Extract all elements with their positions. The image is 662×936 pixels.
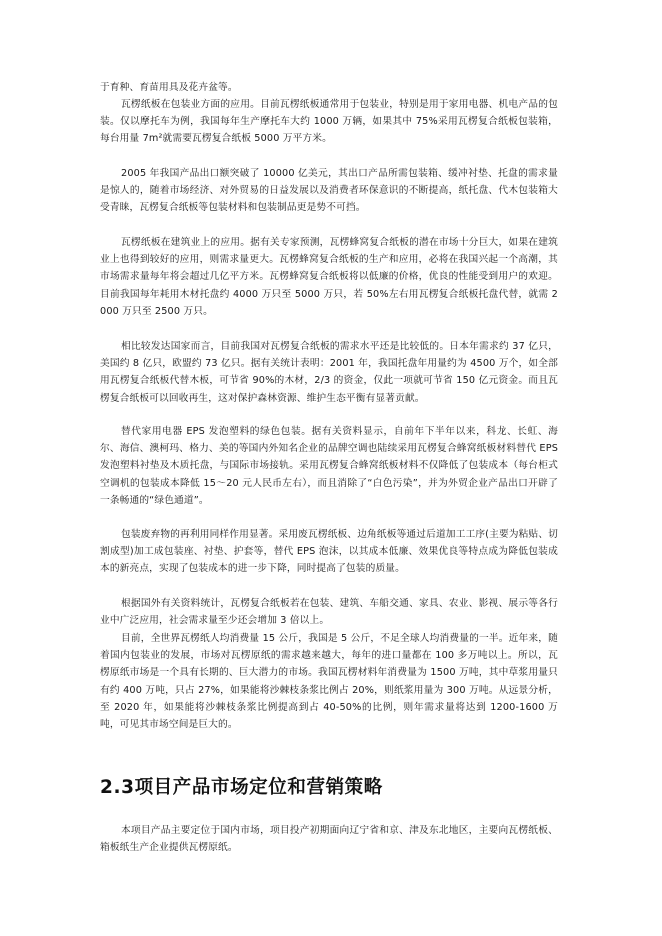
paragraph-10: 本项目产品主要定位于国内市场，项目投产初期面向辽宁省和京、津及东北地区，主要向瓦楞纸板、箱板纸生产企业提供瓦楞原纸。	[100, 825, 558, 854]
paragraph-2: 瓦楞纸板在包装业方面的应用。目前瓦楞纸板通常用于包装业，特别是用于家用电器、机电产品的包装。仅以摩托车为例，我国每年生产摩托车大约 1000 万辆，如果其中 75%采用瓦楞复合纸板包装箱，每台用量 7m²就需要瓦楞复合纸板 5000 万平方米。	[100, 99, 558, 145]
paragraph-8: 根据国外有关资料统计，瓦楞复合纸板若在包装、建筑、车船交通、家具、农业、影视、展示等各行业中广泛应用，社会需求量至少还会增加 3 倍以上。	[100, 598, 558, 627]
paragraph-3: 2005 年我国产品出口额突破了 10000 亿美元，其出口产品所需包装箱、缓冲衬垫、托盘的需求量是惊人的，随着市场经济、对外贸易的日益发展以及消费者环保意识的不断提高，纸托盘、代木包装箱大受青睐，瓦楞复合纸板等包装材料和包装制品更是势不可挡。	[100, 168, 558, 214]
paragraph-7: 包装废弃物的再利用同样作用显著。采用废瓦楞纸板、边角纸板等通过后道加工工序(主要为粘贴、切割成型)加工成包装座、衬垫、护套等，替代 EPS 泡沫，以其成本低廉、效果优良等特点成为降低包装成本的新亮点，实现了包装成本的进一步下降，同时提高了包装的质量。	[100, 529, 558, 575]
paragraph-5: 相比较发达国家而言，目前我国对瓦楞复合纸板的需求水平还是比较低的。日本年需求约 37 亿只，美国约 8 亿只，欧盟约 73 亿只。据有关统计表明：2001 年，我国托盘年用量约为 4500 万个，如全部用瓦楞复合纸板代替木板，可节省 90%的木材，2/3 的资金，仅此一项就可节省 150 亿元资金。而且瓦楞复合纸板可以回收再生，这对保护森林资源、维护生态平衡有显著贡献。	[100, 341, 558, 404]
paragraph-6: 替代家用电器 EPS 发泡塑料的绿色包装。据有关资料显示，自前年下半年以来，科龙、长虹、海尔、海信、澳柯玛、格力、美的等国内外知名企业的品牌空调也陆续采用瓦楞复合蜂窝纸板材料替代 EPS 发泡塑料衬垫及木质托盘，与国际市场接轨。采用瓦楞复合蜂窝纸板材料不仅降低了包装成本（每台柜式空调机的包装成本降低 15～20 元人民币左右），而且消除了“白色污染”，并为外贸企业产品出口开辟了一条畅通的“绿色通道”。	[100, 426, 558, 506]
paragraph-1: 于育种、育苗用具及花卉盆等。	[100, 82, 238, 93]
section-heading: 2.3项目产品市场定位和营销策略	[100, 777, 383, 798]
paragraph-4: 瓦楞纸板在建筑业上的应用。据有关专家预测，瓦楞蜂窝复合纸板的潜在市场十分巨大，如果在建筑业上也得到较好的应用，则需求量更大。瓦楞蜂窝复合纸板的生产和应用，必将在我国兴起一个高潮，其市场需求量每年将会超过几亿平方米。瓦楞蜂窝复合纸板将以低廉的价格，优良的性能受到用户的欢迎。目前我国每年耗用木材托盘约 4000 万只至 5000 万只，若 50%左右用瓦楞复合纸板托盘代替，就需 2000 万只至 2500 万只。	[100, 237, 558, 317]
paragraph-9: 目前，全世界瓦楞纸人均消费量 15 公斤，我国是 5 公斤，不足全球人均消费量的一半。近年来，随着国内包装业的发展，市场对瓦楞原纸的需求越来越大，每年的进口量都在 100 多万吨以上。所以，瓦楞原纸市场是一个具有长期的、巨大潜力的市场。我国瓦楞材料年消费量为 1500 万吨，其中草浆用量只有约 400 万吨，只占 27%，如果能将沙棘枝条浆比例占 20%，则纸浆用量为 300 万吨。从远景分析，至 2020 年，如果能将沙棘枝条浆比例提高到占 40-50%的比例，则年需求量将达到 1200-1600 万吨，可见其市场空间是巨大的。	[100, 633, 558, 731]
